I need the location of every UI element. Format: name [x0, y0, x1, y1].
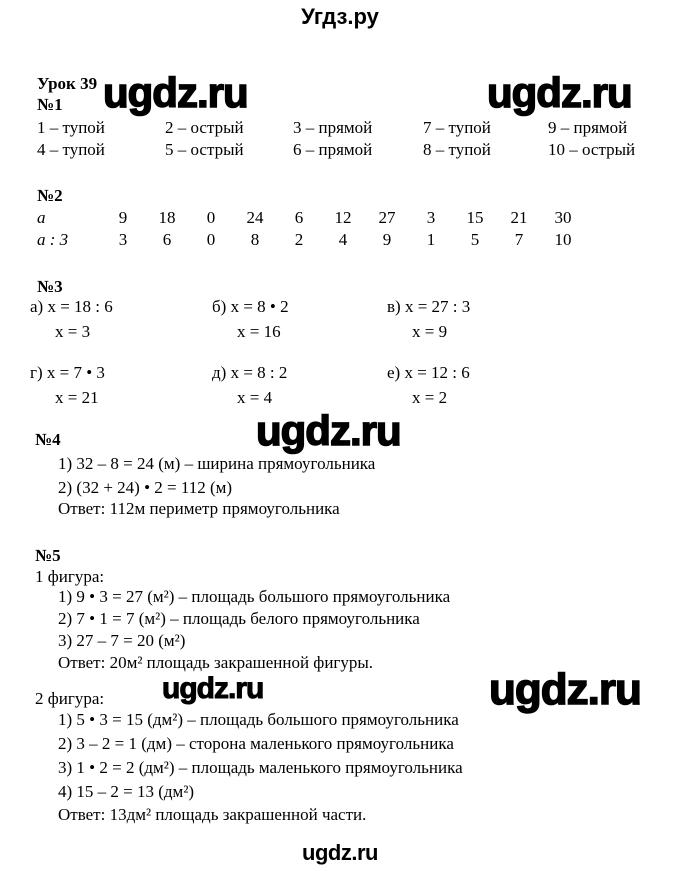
equation-answer: x = 21	[55, 388, 99, 407]
table-value: 3	[426, 208, 436, 227]
table-value: 5	[470, 230, 480, 249]
table-value: 27	[378, 208, 396, 227]
task-1-label: №1	[37, 95, 63, 114]
watermark-bottom-right: ugdz.ru	[489, 665, 641, 714]
table-value: 30	[554, 208, 572, 227]
lesson-title: Урок 39	[37, 74, 98, 93]
equation-answer: x = 4	[237, 388, 273, 407]
equation: x = 18 : 6	[47, 297, 113, 316]
angle-answer: 9 – прямой	[548, 118, 628, 137]
angle-answer: 7 – тупой	[423, 118, 491, 137]
table-value: 4	[338, 230, 348, 249]
watermark-middle: ugdz.ru	[256, 407, 401, 454]
angle-answer: 3 – прямой	[293, 118, 373, 137]
equation: x = 8 : 2	[230, 363, 288, 382]
footer-site-url: ugdz.ru	[302, 840, 378, 865]
watermark-top-right: ugdz.ru	[487, 69, 632, 116]
item-letter: д)	[212, 363, 227, 382]
equation-answer: x = 2	[412, 388, 448, 407]
task-2-label: №2	[37, 186, 63, 205]
table-value: 0	[206, 208, 216, 227]
angle-answer: 8 – тупой	[423, 140, 491, 159]
angle-answer: 10 – острый	[548, 140, 636, 159]
equation-answer: x = 9	[412, 322, 448, 341]
solution-step: 2) (32 + 24) • 2 = 112 (м)	[58, 478, 233, 497]
answer-line: Ответ: 20м² площадь закрашенной фигуры.	[58, 653, 374, 672]
item-letter: е)	[387, 363, 401, 382]
equation-answer: x = 16	[237, 322, 281, 341]
table-row-label: a	[37, 208, 46, 227]
equation-item-a	[30, 297, 113, 342]
task-3-label: №3	[37, 277, 63, 296]
angle-answer: 1 – тупой	[37, 118, 105, 137]
solution-step: 2) 3 – 2 = 1 (дм) – сторона маленького прямоугольника	[58, 734, 454, 753]
table-value: 1	[426, 230, 436, 249]
task-5-label: №5	[35, 546, 61, 565]
angle-answer: 6 – прямой	[293, 140, 373, 159]
solution-step: 3) 27 – 7 = 20 (м²)	[58, 631, 186, 650]
item-letter: в)	[387, 297, 401, 316]
table-value: 6	[162, 230, 172, 249]
solution-step: 4) 15 – 2 = 13 (дм²)	[58, 782, 195, 801]
solution-step: 2) 7 • 1 = 7 (м²) – площадь белого прямоугольника	[58, 609, 420, 628]
equation-answer: x = 3	[55, 322, 91, 341]
table-value: 7	[514, 230, 524, 249]
figure-title: 2 фигура:	[35, 689, 105, 708]
equation: x = 7 • 3	[46, 363, 105, 382]
equation-item-g	[30, 363, 105, 408]
solution-step: 1) 5 • 3 = 15 (дм²) – площадь большого прямоугольника	[58, 710, 459, 729]
angle-answer: 4 – тупой	[37, 140, 105, 159]
answer-line: Ответ: 112м периметр прямоугольника	[58, 499, 340, 518]
table-value: 18	[158, 208, 176, 227]
watermark-bottom-left: ugdz.ru	[162, 672, 264, 705]
table-value: 15	[466, 208, 484, 227]
table-value: 24	[246, 208, 264, 227]
table-value: 9	[118, 208, 128, 227]
table-value: 10	[554, 230, 572, 249]
table-value: 9	[382, 230, 392, 249]
task-4-label: №4	[35, 430, 61, 449]
table-value: 3	[118, 230, 128, 249]
angle-answer: 2 – острый	[165, 118, 244, 137]
table-value: 6	[294, 208, 304, 227]
table-value: 12	[334, 208, 352, 227]
answer-line: Ответ: 13дм² площадь закрашенной части.	[58, 805, 367, 824]
table-value: 8	[250, 230, 260, 249]
table-value: 21	[510, 208, 528, 227]
site-header-title: Угдз.ру	[301, 4, 379, 29]
equation: x = 27 : 3	[404, 297, 471, 316]
item-letter: а)	[30, 297, 44, 316]
solution-step: 1) 9 • 3 = 27 (м²) – площадь большого прямоугольника	[58, 587, 451, 606]
equation-item-b	[212, 297, 289, 342]
solution-step: 3) 1 • 2 = 2 (дм²) – площадь маленького прямоугольника	[58, 758, 463, 777]
figure-title: 1 фигура:	[35, 567, 105, 586]
watermark-top-left: ugdz.ru	[103, 69, 248, 116]
table-row-label: a : 3	[37, 230, 69, 249]
equation: x = 8 • 2	[230, 297, 289, 316]
equation-item-v	[387, 297, 470, 342]
item-letter: г)	[30, 363, 43, 382]
table-value: 0	[206, 230, 216, 249]
solution-step: 1) 32 – 8 = 24 (м) – ширина прямоугольника	[58, 454, 376, 473]
equation-item-d	[212, 363, 287, 408]
angle-answer: 5 – острый	[165, 140, 244, 159]
equation-item-e	[387, 363, 470, 408]
equation: x = 12 : 6	[404, 363, 470, 382]
item-letter: б)	[212, 297, 227, 316]
table-value: 2	[294, 230, 304, 249]
